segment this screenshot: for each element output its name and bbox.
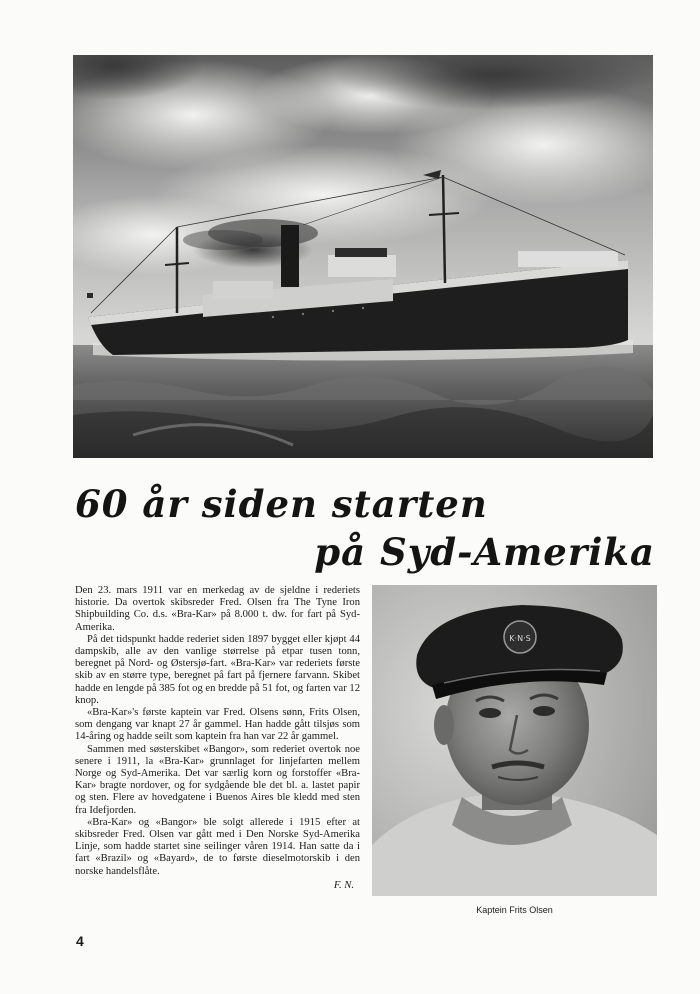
article-paragraph: «Bra-Kar»'s første kaptein var Fred. Olsens sønn, Frits Olsen, som dengang var knapt 27 år gammel. Han hadde gått tilsjøs som 14-åring og hadde seilt som kaptein fra han var 22 år gammel. <box>75 707 360 743</box>
headline-text-1: 60 år siden starten <box>75 482 488 526</box>
captain-portrait-image <box>372 585 657 896</box>
headline-line-2 <box>0 530 655 574</box>
ship-photo <box>73 55 653 458</box>
page-number: 4 <box>76 933 84 949</box>
headline-text-2: på Syd-Amerika <box>314 530 655 574</box>
steamship-bra-kar-image <box>73 55 653 458</box>
article-body <box>75 585 360 892</box>
cap-badge-text: K·N·S <box>509 634 531 643</box>
article-paragraph: Den 23. mars 1911 var en merkedag av de sjeldne i rederiets historie. Da overtok skibsreder Fred. Olsen fra The Tyne Iron Shipbuilding Co. d.s. «Bra-Kar» på 8.000 t. dw. for fart på Syd-Amerika. <box>75 585 360 633</box>
article-paragraph: «Bra-Kar» og «Bangor» ble solgt allerede i 1915 efter at skibsreder Fred. Olsen var gått med i Den Norske Syd-Amerika Linje, som hadde startet sine seilinger våren 1914. Han satte da i fart «Brazil» og «Bayard», de to første dieselmotorskib i den norske handelsflåte. <box>75 816 360 877</box>
portrait-photo <box>372 585 657 896</box>
headline-line-1 <box>75 482 700 526</box>
article-paragraph: På det tidspunkt hadde rederiet siden 1897 bygget eller kjøpt 44 dampskib, alle av den vanlige størrelse på etpar tusen tonn, beregnet på Nord- og Østersjø-fart. «Bra-Kar» var rederiets første skib av en større type, beregnet på fart på fjernere farvann. Skibet hadde en lengde på 385 fot og en bredde på 51 fot, og farten var 12 knop. <box>75 633 360 706</box>
portrait-caption: Kaptein Frits Olsen <box>476 905 553 915</box>
article-paragraph: Sammen med søsterskibet «Bangor», som rederiet overtok noe senere i 1911, la «Bra-Kar» grunnlaget for linjefarten mellem Norge og Syd-Amerika. Det var særlig korn og forstoffer «Bra-Kar» bragte nordover, og for sydgående ble det bl. a. lastet papir og sten. Flere av hovedgatene i Buenos Aires ble kledd med sten fra Idefjorden. <box>75 743 360 816</box>
author-signature: F. N. <box>333 879 354 891</box>
